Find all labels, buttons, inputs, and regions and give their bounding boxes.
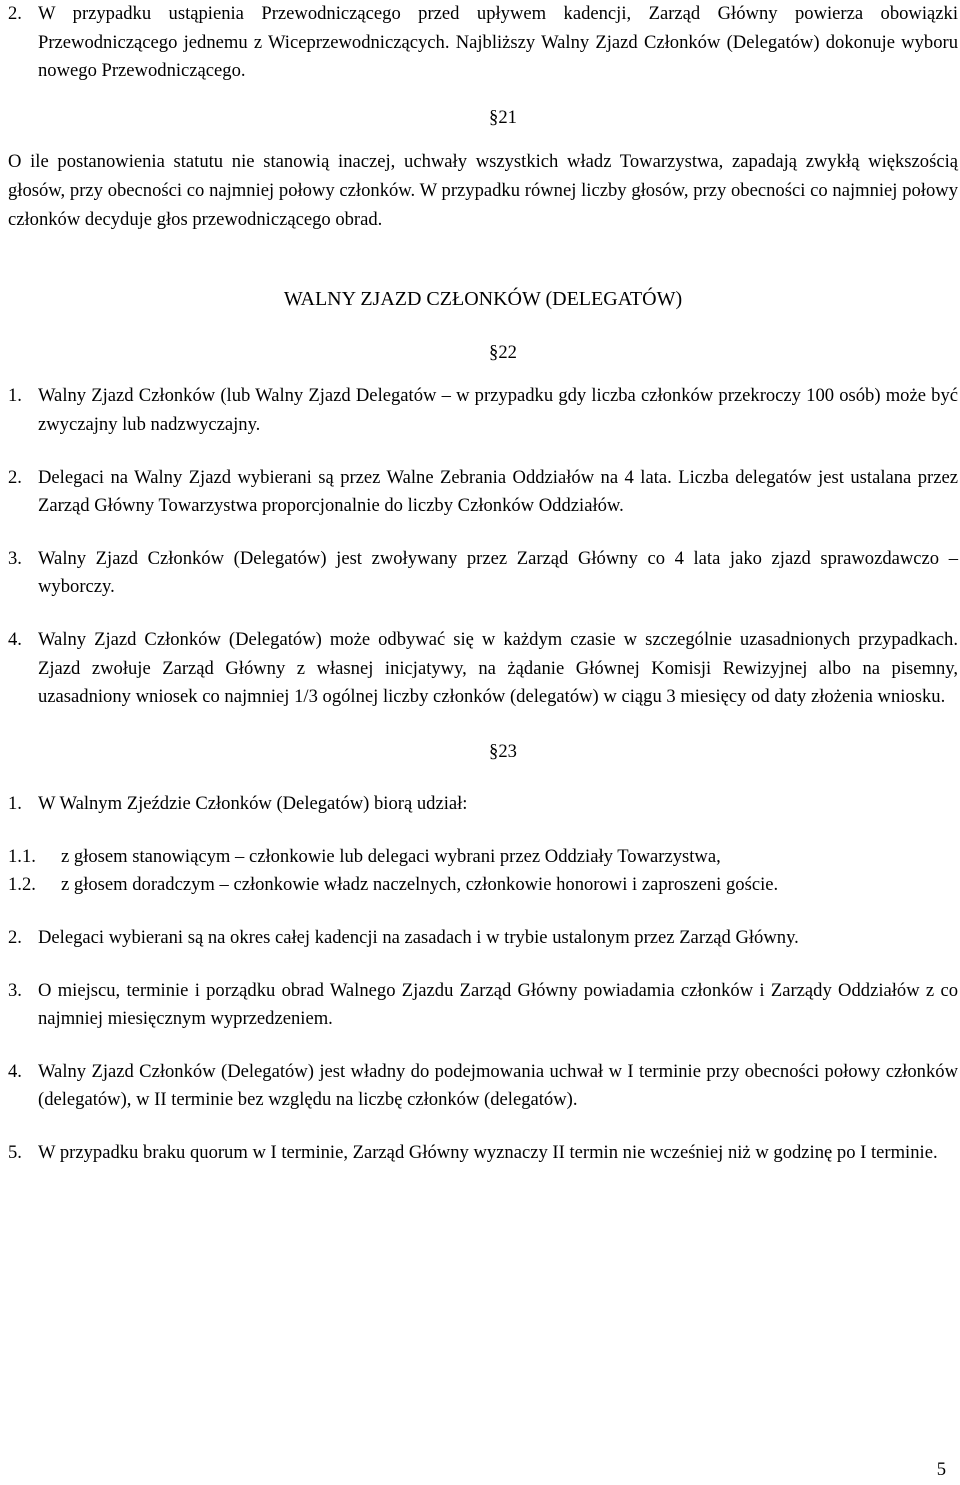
item-text: W Walnym Zjeździe Członków (Delegatów) biorą udział: [38, 793, 468, 815]
chapter-heading: WALNY ZJAZD CZŁONKÓW (DELEGATÓW) [283, 288, 683, 311]
list-item [8, 626, 958, 712]
sub-item-text: z głosem doradczym – członkowie władz naczelnych, członkowie honorowi i zaproszeni goście. [61, 874, 779, 896]
item-number: 4. [8, 1060, 22, 1082]
item-number: 1. [8, 793, 22, 815]
sub-list-item [8, 843, 958, 872]
section-21-title: §21 [489, 106, 517, 128]
sub-item-number: 1.2. [8, 874, 36, 896]
list-item [8, 924, 958, 953]
page-number: 5 [936, 1459, 946, 1480]
item-number: 3. [8, 979, 22, 1001]
sub-item-number: 1.1. [8, 845, 36, 867]
item-text: Walny Zjazd Członków (Delegatów) może odbywać się w każdym czasie w szczególnie uzasadnionych przypadkach. Zjazd zwołuje Zarząd Główny z własnej inicjatywy, na żądanie Głównej Komisji Rewizyjnej albo na pisemny, uzasadniony wniosek co najmniej 1/3 ogólnej liczby członków (delegatów) w ciągu 3 miesięcy od daty złożenia wniosku. [38, 628, 958, 708]
section-21-paragraph: O ile postanowienia statutu nie stanowią inaczej, uchwały wszystkich władz Towarzystwa, zapadają zwykłą większością głosów, przy obecności co najmniej połowy członków. W przypadku równej liczby głosów, przy obecności co najmniej połowy członków decyduje głos przewodniczącego obrad. [8, 151, 958, 230]
item-text: Walny Zjazd Członków (Delegatów) jest władny do podejmowania uchwał w I terminie przy obecności połowy członków (delegatów), w II terminie bez względu na liczbę członków (delegatów). [38, 1060, 958, 1111]
document-page [8, 0, 958, 1168]
list-item [8, 464, 958, 521]
item-number: 2. [8, 927, 22, 949]
list-item [8, 545, 958, 602]
item-number: 3. [8, 547, 22, 569]
item-number: 4. [8, 628, 22, 650]
item-text: O miejscu, terminie i porządku obrad Walnego Zjazdu Zarząd Główny powiadamia członków i Zarządy Oddziałów z co najmniej miesięcznym wyprzedzeniem. [38, 979, 958, 1030]
list-item [8, 0, 958, 86]
item-text: Walny Zjazd Członków (lub Walny Zjazd Delegatów – w przypadku gdy liczba członków przekroczy 100 osób) może być zwyczajny lub nadzwyczajny. [38, 385, 958, 435]
item-text: Walny Zjazd Członków (Delegatów) jest zwoływany przez Zarząd Główny co 4 lata jako zjazd sprawozdawczo – wyborczy. [38, 547, 958, 598]
item-text: W przypadku ustąpienia Przewodniczącego przed upływem kadencji, Zarząd Główny powierza obowiązki Przewodniczącego jednemu z Wiceprzewodniczących. Najbliższy Walny Zjazd Członków (Delegatów) dokonuje wyboru nowego Przewodniczącego. [38, 3, 958, 82]
section-23-title: §23 [489, 740, 517, 762]
item-number: 2. [8, 466, 22, 488]
item-text: Delegaci na Walny Zjazd wybierani są przez Walne Zebrania Oddziałów na 4 lata. Liczba delegatów jest ustalana przez Zarząd Główny Towarzystwa proporcjonalnie do liczby Członków Oddziałów. [38, 466, 958, 517]
sub-item-text: z głosem stanowiącym – członkowie lub delegaci wybrani przez Oddziały Towarzystwa, [61, 845, 721, 867]
item-text: W przypadku braku quorum w I terminie, Zarząd Główny wyznaczy II termin nie wcześniej niż w godzinę po I terminie. [38, 1142, 938, 1164]
sub-list-item [8, 871, 958, 900]
list-item [8, 977, 958, 1034]
item-number: 2. [8, 3, 22, 24]
list-item [8, 790, 958, 819]
list-item [8, 1139, 958, 1168]
list-item [8, 1058, 958, 1115]
item-number: 1. [8, 385, 22, 407]
section-22-title: §22 [489, 341, 517, 363]
list-item [8, 382, 958, 439]
item-number: 5. [8, 1142, 22, 1164]
item-text: Delegaci wybierani są na okres całej kadencji na zasadach i w trybie ustalonym przez Zarząd Główny. [38, 927, 799, 949]
